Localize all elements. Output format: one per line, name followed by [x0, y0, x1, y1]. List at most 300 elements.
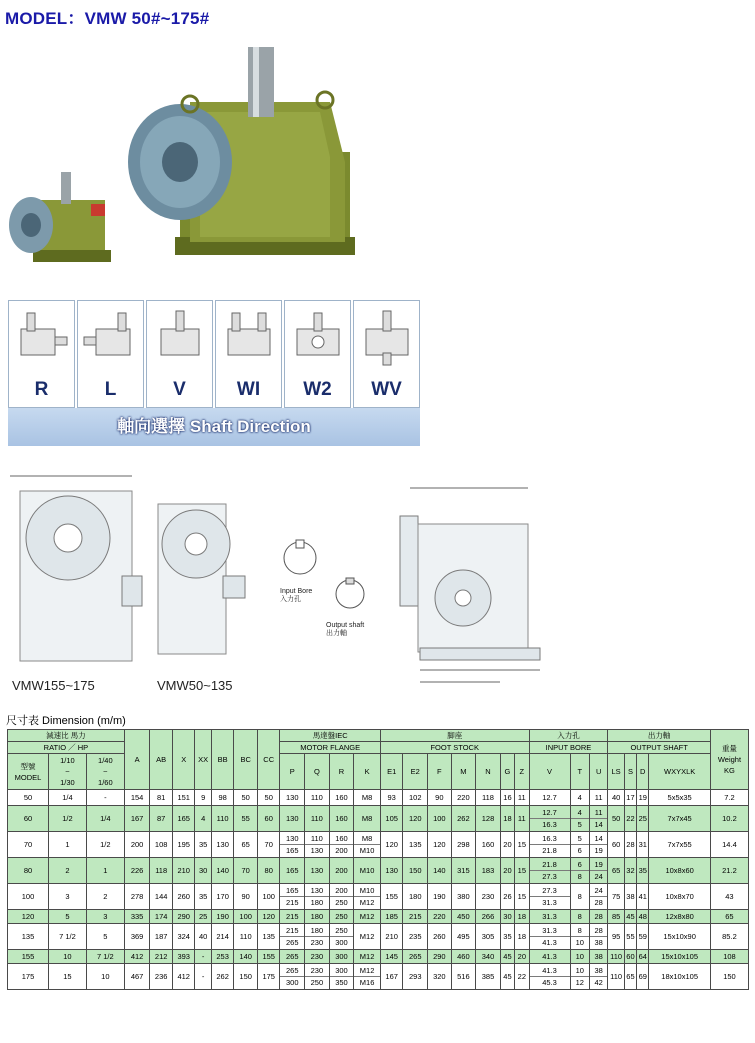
cell-g: 20 — [500, 832, 514, 858]
cell-value: M12 — [354, 965, 380, 977]
cell-value: 6 — [577, 846, 582, 855]
direction-label: L — [104, 379, 117, 400]
cell-m: 315 — [451, 858, 476, 884]
cell-ab: 87 — [150, 806, 173, 832]
cell-model: 50 — [8, 790, 49, 806]
cell-v — [529, 950, 570, 964]
direction-label: R — [34, 379, 49, 400]
cell-value: M16 — [359, 978, 375, 987]
cell-p — [280, 924, 305, 950]
cell-bc: 150 — [234, 964, 258, 990]
cell-value: 21.8 — [542, 846, 557, 855]
cell-ab: 118 — [150, 858, 173, 884]
cell-g: 35 — [500, 924, 514, 950]
cell-value: 21.8 — [530, 859, 570, 871]
cell-value: M8 — [361, 793, 373, 802]
cell-w: 7.2 — [710, 790, 748, 806]
cell-wylk: 10x8x60 — [649, 858, 710, 884]
cell-ab: 174 — [150, 910, 173, 924]
cell-e2: 215 — [403, 910, 428, 924]
cell-value: 4 — [577, 793, 582, 802]
cell-x: 260 — [172, 884, 195, 910]
cell-value: 300 — [335, 952, 348, 961]
cell-value: 165 — [286, 846, 299, 855]
cell-value: M10 — [359, 846, 375, 855]
cell-value: M12 — [359, 912, 375, 921]
table-row — [8, 964, 749, 990]
cell-r2: 3 — [86, 910, 124, 924]
cell-value: 265 — [286, 938, 299, 947]
cell-v — [529, 964, 570, 990]
cell-ls: 85 — [608, 910, 624, 924]
cell-value: 41.3 — [542, 952, 557, 961]
drawing-vmw155-175 — [10, 466, 145, 666]
cell-model: 135 — [8, 924, 49, 950]
direction-option-wv — [353, 300, 420, 408]
cell-value: 265 — [286, 952, 299, 961]
shaft-direction-strip — [8, 300, 420, 446]
cell-t — [570, 924, 589, 950]
cell-k — [354, 910, 381, 924]
cell-value: M12 — [359, 952, 375, 961]
cell-value: 110 — [310, 814, 323, 823]
cell-x: 165 — [172, 806, 195, 832]
cell-r — [329, 924, 354, 950]
cell-r1: 1 — [48, 832, 86, 858]
cell-n: 340 — [476, 950, 501, 964]
cell-bb: 170 — [211, 884, 234, 910]
cell-r — [329, 832, 354, 858]
cell-p — [280, 858, 305, 884]
weight-header: 重量 Weight KG — [710, 730, 748, 790]
cell-w: 10.2 — [710, 806, 748, 832]
cell-w: 43 — [710, 884, 748, 910]
cell-value: 10 — [571, 965, 589, 977]
cell-cc: 175 — [257, 964, 280, 990]
cell-v — [529, 910, 570, 924]
direction-label: WI — [236, 379, 261, 400]
cell-value: 28 — [594, 912, 603, 921]
cell-f: 120 — [428, 832, 452, 858]
cell-t — [570, 832, 589, 858]
cell-value: 300 — [335, 938, 348, 947]
cell-value: 250 — [330, 925, 354, 937]
cell-x: 412 — [172, 964, 195, 990]
cell-f: 260 — [428, 924, 452, 950]
cell-xx: 40 — [195, 924, 211, 950]
cell-value: 180 — [310, 898, 324, 907]
cell-value: M12 — [359, 932, 375, 941]
cell-bb: 98 — [211, 790, 234, 806]
cell-a: 278 — [124, 884, 150, 910]
cell-e2: 150 — [403, 858, 428, 884]
cell-e1: 120 — [380, 832, 403, 858]
cell-m: 495 — [451, 924, 476, 950]
cell-xx: 25 — [195, 910, 211, 924]
cell-n: 183 — [476, 858, 501, 884]
cell-value: 300 — [286, 978, 299, 987]
cell-z: 20 — [515, 950, 529, 964]
cell-d: 35 — [637, 858, 649, 884]
cell-wylk: 12x8x80 — [649, 910, 710, 924]
cell-u — [589, 950, 607, 964]
cell-z: 11 — [515, 790, 529, 806]
cell-x: 393 — [172, 950, 195, 964]
cell-value: 230 — [310, 938, 324, 947]
cell-a: 369 — [124, 924, 150, 950]
cell-ab: 108 — [150, 832, 173, 858]
cell-s: 17 — [624, 790, 636, 806]
drawing-caption-mid: VMW50~135 — [157, 678, 233, 693]
dimension-caption: 尺寸表 Dimension (m/m) — [6, 715, 126, 727]
cell-value: 5 — [577, 820, 582, 829]
cell-value: 28 — [590, 925, 607, 937]
cell-v — [529, 806, 570, 832]
gearbox-small-photo — [5, 170, 120, 270]
cell-w: 85.2 — [710, 924, 748, 950]
cell-value: 215 — [286, 912, 299, 921]
cell-r — [329, 858, 354, 884]
cell-u — [589, 858, 607, 884]
cell-k — [354, 790, 381, 806]
cell-k — [354, 884, 381, 910]
cell-ab: 144 — [150, 884, 173, 910]
cell-d: 31 — [637, 832, 649, 858]
cell-value: 38 — [594, 938, 603, 947]
cell-g: 26 — [500, 884, 514, 910]
cell-value: 165 — [286, 866, 299, 875]
cell-k — [354, 950, 381, 964]
cell-a: 200 — [124, 832, 150, 858]
cell-r1: 1/4 — [48, 790, 86, 806]
cell-value: 24 — [594, 872, 603, 881]
cell-u — [589, 910, 607, 924]
cell-value: 19 — [590, 859, 607, 871]
cell-value: 4 — [571, 807, 589, 819]
cell-m: 220 — [451, 790, 476, 806]
cell-g: 45 — [500, 964, 514, 990]
drawing-output-shaft — [325, 568, 375, 620]
cell-x: 195 — [172, 832, 195, 858]
table-row — [8, 884, 749, 910]
cell-t — [570, 858, 589, 884]
cell-d: 48 — [637, 910, 649, 924]
cell-x: 151 — [172, 790, 195, 806]
dimension-table: 減速比 馬力 A AB X XX BB BC CC 馬達盤IEC 脚座 入力孔 出力軸 重量 Weight KG RATIO ／ HP MOTOR FLANGE FOOT STOCK INPUT BORE OUTPUT SHAFT 型號 MODEL 1/10 ~ 1/30 1/40 ~ 1/60 P Q R K E1 E2 F M N G Z V T U LS S D WXYXLK 50 1/4 - 154 81 151 9 98 50 50 130 110 160 M8 93 102 90 220 118 16 11 12.7 4 11 40 17 19 5x5x35 7.2 60 1/2 1/4 167 87 165 4 110 55 60 130 110 160 M8 105 120 100 262 128 18 11 12.7 16.3 4 5 11 14 50 22 25 7x7x45 10.2 70 1 1/2 200 108 195 35 130 65 70 130 165 110 130 160 200 M8 M10 120 135 120 298 160 20 15 16.3 21.8 5 6 14 19 60 28 31 7x7x55 14.4 80 2 1 226 118 210 30 140 70 80 165 130 200 M10 130 150 140 315 183 20 15 21.8 27.3 6 8 19 24 65 32 35 10x8x60 21.2 100 3 2 278 144 260 35 170 90 100 165 215 130 180 200 250 M10 M12 155 180 190 380 230 26 15 27.3 31.3 8 24 28 75 38 41 10x8x70 43 120 5 3 335 174 290 25 190 100 120 215 180 250 M12 185 215 220 450 266 30 18 31.3 8 28 85 45 48 12x8x80 65 135 7 1/2 5 369 187 324 40 214 110 135 215 265 180 230 250 300 M12 210 235 260 495 305 35 18 31.3 41.3 8 10 28 38 95 55 59 15x10x90 85.2 155 10 7 1/2 412 212 393 - 253 140 155 265 230 300 M12 145 265 290 460 340 45 20 41.3 10 38 110 60 64 15x10x105 108 175 15 10 467 236 412 - 262 150 175 265 300 230 250 300 350 M12 M16 167 293 320 516 385 45 22 41.3 45.3 10 12 38 42 110 65 69 18x10x105 150 — [7, 729, 749, 990]
table-row — [8, 832, 749, 858]
cell-n: 385 — [476, 964, 501, 990]
drawing-side-view — [390, 480, 560, 690]
direction-label: WV — [371, 379, 402, 400]
cell-e2: 102 — [403, 790, 428, 806]
cell-f: 320 — [428, 964, 452, 990]
cell-p — [280, 964, 305, 990]
cell-bc: 70 — [234, 858, 258, 884]
cell-value: 19 — [594, 846, 603, 855]
cell-value: M10 — [354, 885, 380, 897]
cell-r2: 1 — [86, 858, 124, 884]
cell-value: 24 — [590, 885, 607, 897]
ratio-hp-header: RATIO ／ HP — [8, 742, 125, 754]
cell-bb: 214 — [211, 924, 234, 950]
cell-s: 38 — [624, 884, 636, 910]
cell-k — [354, 924, 381, 950]
cell-wylk: 7x7x45 — [649, 806, 710, 832]
cell-q — [305, 924, 330, 950]
cell-n: 230 — [476, 884, 501, 910]
cell-r — [329, 950, 354, 964]
cell-wylk: 5x5x35 — [649, 790, 710, 806]
cell-n: 118 — [476, 790, 501, 806]
cell-z: 11 — [515, 806, 529, 832]
shaft-direction-band: 軸向選擇 Shaft Direction — [8, 408, 420, 446]
cell-value: 215 — [280, 925, 304, 937]
cell-a: 412 — [124, 950, 150, 964]
gearbox-large-photo — [120, 42, 360, 260]
cell-value: 350 — [335, 978, 348, 987]
cell-q — [305, 950, 330, 964]
cell-cc: 80 — [257, 858, 280, 884]
cell-value: 250 — [335, 898, 348, 907]
cell-n: 305 — [476, 924, 501, 950]
cell-s: 45 — [624, 910, 636, 924]
cell-q — [305, 884, 330, 910]
cell-value: 8 — [577, 872, 582, 881]
cell-value: 12 — [575, 978, 584, 987]
cell-xx: 35 — [195, 832, 211, 858]
cell-value: 8 — [577, 892, 582, 901]
cell-e2: 180 — [403, 884, 428, 910]
cell-g: 16 — [500, 790, 514, 806]
input-bore-label: Input Bore 入力孔 — [280, 588, 313, 603]
cell-q — [305, 790, 330, 806]
foot-stock-en: FOOT STOCK — [380, 742, 529, 754]
cell-a: 335 — [124, 910, 150, 924]
cell-value: 300 — [330, 965, 354, 977]
cell-n: 128 — [476, 806, 501, 832]
cell-e2: 265 — [403, 950, 428, 964]
cell-value: 31.3 — [542, 898, 557, 907]
cell-r2: - — [86, 790, 124, 806]
cell-bc: 65 — [234, 832, 258, 858]
cell-e2: 293 — [403, 964, 428, 990]
cell-q — [305, 858, 330, 884]
cell-r1: 2 — [48, 858, 86, 884]
cell-value: 130 — [286, 814, 299, 823]
cell-value: 200 — [330, 885, 354, 897]
cell-value: 27.3 — [542, 872, 557, 881]
cell-w: 150 — [710, 964, 748, 990]
direction-option-w1 — [215, 300, 282, 408]
cell-wylk: 10x8x70 — [649, 884, 710, 910]
cell-v — [529, 858, 570, 884]
cell-bb: 140 — [211, 858, 234, 884]
cell-s: 55 — [624, 924, 636, 950]
cell-value: 41.3 — [530, 965, 570, 977]
cell-k — [354, 858, 381, 884]
cell-r2: 1/2 — [86, 832, 124, 858]
cell-z: 15 — [515, 832, 529, 858]
cell-cc: 120 — [257, 910, 280, 924]
reduction-header: 減速比 馬力 — [8, 730, 125, 742]
cell-x: 290 — [172, 910, 195, 924]
cell-t — [570, 964, 589, 990]
cell-r1: 5 — [48, 910, 86, 924]
cell-m: 450 — [451, 910, 476, 924]
cell-r1: 15 — [48, 964, 86, 990]
cell-m: 298 — [451, 832, 476, 858]
cell-q — [305, 832, 330, 858]
cell-p — [280, 790, 305, 806]
cell-value: 38 — [590, 965, 607, 977]
cell-value: 165 — [280, 885, 304, 897]
cell-w: 65 — [710, 910, 748, 924]
cell-w: 14.4 — [710, 832, 748, 858]
cell-t — [570, 884, 589, 910]
table-row — [8, 790, 749, 806]
cell-g: 30 — [500, 910, 514, 924]
cell-value: 130 — [305, 885, 329, 897]
cell-wylk: 15x10x90 — [649, 924, 710, 950]
cell-r2: 7 1/2 — [86, 950, 124, 964]
cell-value: 110 — [305, 833, 329, 845]
cell-r1: 3 — [48, 884, 86, 910]
cell-e2: 120 — [403, 806, 428, 832]
cell-a: 154 — [124, 790, 150, 806]
cell-e1: 185 — [380, 910, 403, 924]
cell-value: 160 — [330, 833, 354, 845]
cell-r2: 2 — [86, 884, 124, 910]
cell-value: 11 — [590, 807, 607, 819]
cell-value: 16.3 — [542, 820, 557, 829]
cell-e2: 135 — [403, 832, 428, 858]
direction-option-r — [8, 300, 75, 408]
cell-r1: 10 — [48, 950, 86, 964]
cell-bc: 100 — [234, 910, 258, 924]
cell-value: 130 — [310, 846, 324, 855]
cell-g: 45 — [500, 950, 514, 964]
cell-ab: 81 — [150, 790, 173, 806]
cell-value: 42 — [594, 978, 603, 987]
input-bore-en: INPUT BORE — [529, 742, 608, 754]
cell-d: 69 — [637, 964, 649, 990]
cell-r — [329, 884, 354, 910]
cell-model: 155 — [8, 950, 49, 964]
cell-bb: 253 — [211, 950, 234, 964]
cell-value: 8 — [577, 912, 582, 921]
cell-r — [329, 910, 354, 924]
cell-s: 28 — [624, 832, 636, 858]
cell-value: 12.7 — [542, 793, 557, 802]
cell-p — [280, 806, 305, 832]
cell-value: 130 — [310, 866, 324, 875]
table-row — [8, 950, 749, 964]
cell-value: 27.3 — [530, 885, 570, 897]
cell-s: 32 — [624, 858, 636, 884]
cell-bb: 190 — [211, 910, 234, 924]
cell-q — [305, 910, 330, 924]
table-row — [8, 806, 749, 832]
cell-f: 220 — [428, 910, 452, 924]
cell-value: 160 — [335, 793, 348, 802]
direction-option-w2 — [284, 300, 351, 408]
table-row — [8, 858, 749, 884]
cell-k — [354, 806, 381, 832]
cell-xx: 9 — [195, 790, 211, 806]
cell-u — [589, 832, 607, 858]
cell-bb: 262 — [211, 964, 234, 990]
cell-ls: 65 — [608, 858, 624, 884]
cell-value: 14 — [590, 833, 607, 845]
cell-value: 265 — [280, 965, 304, 977]
cell-z: 15 — [515, 884, 529, 910]
cell-value: 130 — [286, 793, 299, 802]
cell-bc: 50 — [234, 790, 258, 806]
cell-m: 262 — [451, 806, 476, 832]
cell-t — [570, 950, 589, 964]
cell-r1: 1/2 — [48, 806, 86, 832]
cell-r1: 7 1/2 — [48, 924, 86, 950]
cell-xx: - — [195, 964, 211, 990]
cell-ls: 110 — [608, 964, 624, 990]
cell-k — [354, 964, 381, 990]
cell-cc: 155 — [257, 950, 280, 964]
cell-q — [305, 964, 330, 990]
direction-option-l — [77, 300, 144, 408]
cell-d: 25 — [637, 806, 649, 832]
cell-value: 230 — [305, 965, 329, 977]
cell-value: 11 — [594, 793, 603, 802]
cell-k — [354, 832, 381, 858]
cell-u — [589, 964, 607, 990]
cell-s: 22 — [624, 806, 636, 832]
cell-z: 18 — [515, 924, 529, 950]
cell-t — [570, 910, 589, 924]
cell-u — [589, 806, 607, 832]
cell-wylk: 18x10x105 — [649, 964, 710, 990]
cell-value: 31.3 — [530, 925, 570, 937]
cell-value: 230 — [310, 952, 324, 961]
cell-value: M10 — [359, 866, 375, 875]
cell-e1: 167 — [380, 964, 403, 990]
cell-p — [280, 950, 305, 964]
cell-e1: 145 — [380, 950, 403, 964]
cell-value: 10 — [575, 938, 584, 947]
cell-value: 215 — [286, 898, 299, 907]
cell-value: 45.3 — [542, 978, 557, 987]
foot-stock-cn: 脚座 — [380, 730, 529, 742]
cell-g: 18 — [500, 806, 514, 832]
output-shaft-en: OUTPUT SHAFT — [608, 742, 710, 754]
cell-model: 100 — [8, 884, 49, 910]
cell-ab: 236 — [150, 964, 173, 990]
cell-value: 110 — [310, 793, 323, 802]
cell-value: 41.3 — [542, 938, 557, 947]
cell-bc: 110 — [234, 924, 258, 950]
cell-v — [529, 924, 570, 950]
cell-f: 90 — [428, 790, 452, 806]
cell-a: 226 — [124, 858, 150, 884]
cell-r — [329, 806, 354, 832]
direction-option-v — [146, 300, 213, 408]
cell-s: 60 — [624, 950, 636, 964]
cell-value: 200 — [335, 866, 348, 875]
cell-value: 250 — [335, 912, 348, 921]
cell-value: 38 — [594, 952, 603, 961]
cell-ab: 187 — [150, 924, 173, 950]
cell-bc: 90 — [234, 884, 258, 910]
cell-t — [570, 806, 589, 832]
